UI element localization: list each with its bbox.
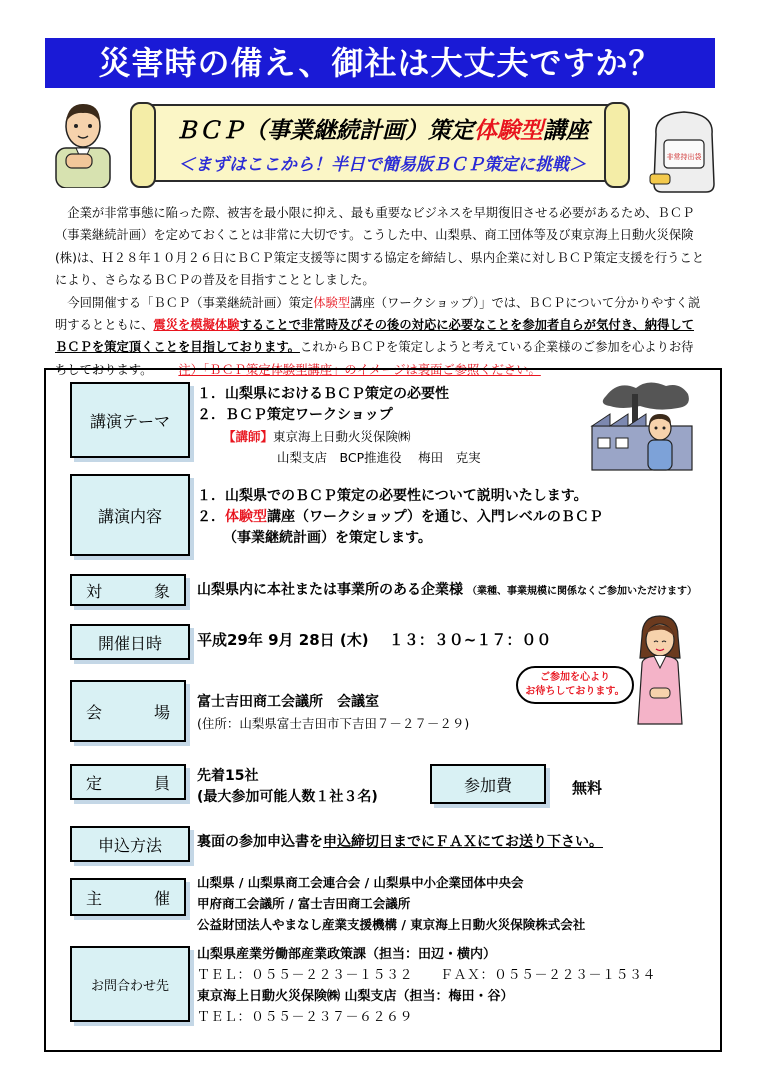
man-illustration-icon — [42, 96, 124, 188]
intro-note: 注）「ＢＣＰ策定体験型講座」のイメージは裏面ご参照ください。 — [178, 362, 541, 377]
headline-banner — [45, 38, 715, 88]
label-datetime: 開催日時 — [70, 624, 190, 660]
venue-text: 富士吉田商工会議所 会議室 (住所：山梨県富士吉田市下吉田７－２７－２９) — [197, 694, 470, 731]
intro-text — [55, 202, 705, 381]
intro-paragraph-2: 今回開催する「ＢＣＰ（事業継続計画）策定体験型講座（ワークショップ）」では、ＢＣＰについて分かりやすく説明するとともに、震災を模擬体験することで非常時及びその後の対応に必要なことを参加者自らが気付き、納得してＢＣＰを策定頂くことを目指しております。これからＢＣＰを策定しようと考えている企業様のご参加を心よりお待ちしております。 注）「ＢＣＰ策定体験型講座」のイメージは裏面ご参照ください。 — [55, 295, 701, 377]
target-text: 山梨県内に本社または事業所のある企業様 （業種、事業規模に関係なくご参加いただけます） — [197, 582, 697, 598]
content-text: １．山梨県でのＢＣＰ策定の必要性について説明いたします。 ２．体験型講座（ワークショップ）を通じ、入門レベルのＢＣＰ （事業継続計画）を策定します。 — [197, 488, 603, 546]
apply-text: 裏面の参加申込書を申込締切日までにＦＡＸにてお送り下さい。 — [197, 834, 603, 850]
label-fee: 参加費 — [430, 764, 546, 804]
scroll-curl-right — [604, 102, 630, 188]
datetime-text: 平成29年 9月 28日 (木) １３：３０~１７：００ — [197, 631, 552, 649]
title-scroll — [130, 98, 630, 188]
fee-value: 無料 — [572, 779, 603, 797]
course-title: ＢＣＰ（事業継続計画）策定体験型講座 — [175, 118, 589, 144]
contact-text: 山梨県産業労働部産業政策課（担当：田辺・横内） ＴＥＬ：０５５－２２３－１５３２ ＦＡＸ：０５５－２２３－１５３４ 東京海上日動火災保険㈱ 山梨支店（担当：梅田・谷） ＴＥＬ：０５５－２３７－６２６９ — [197, 947, 657, 1025]
theme-text: １．山梨県におけるＢＣＰ策定の必要性 ２．ＢＣＰ策定ワークショップ 【講師】東京海上日動火災保険㈱ 山梨支店 BCP推進役 梅田 克実 — [197, 386, 481, 465]
speech-bubble: ご参加を心より お待ちしております。 — [516, 666, 634, 704]
label-target: 対 象 — [70, 574, 186, 606]
intro-paragraph-1: 企業が非常事態に陥った際、被害を最小限に抑え、最も重要なビジネスを早期復旧させる必要があるため、ＢＣＰ（事業継続計画）を定めておくことは非常に大切です。こうした中、山梨県、商工団体等及び東京海上日動火災保険(株)は、Ｈ２８年１０月２６日にＢＣＰ策定支援等に関する協定を締結し、県内企業に対しＢＣＰ策定支援を行うことにより、さらなるＢＣＰの普及を目指すこととしました。 — [55, 206, 705, 288]
label-venue: 会 場 — [70, 680, 186, 742]
label-theme: 講演テーマ — [70, 382, 190, 458]
label-contact: お問合わせ先 — [70, 946, 190, 1022]
label-apply: 申込方法 — [70, 826, 190, 862]
label-capacity: 定 員 — [70, 764, 186, 800]
scroll-body — [144, 104, 620, 182]
scroll-curl-left — [130, 102, 156, 188]
bag-label: 非常持出袋 — [666, 153, 702, 161]
factory-worker-icon — [588, 376, 696, 474]
capacity-text: 先着15社 (最大参加可能人数１社３名) — [197, 768, 378, 805]
label-content: 講演内容 — [70, 474, 190, 556]
emergency-bag-icon — [646, 104, 722, 194]
headline-text: 災害時の備え、御社は大丈夫ですか？ — [98, 44, 662, 82]
course-subtitle: ＜まずはここから！半日で簡易版ＢＣＰ策定に挑戦＞ — [178, 155, 586, 175]
host-text: 山梨県 / 山梨県商工会連合会 / 山梨県中小企業団体中央会 甲府商工会議所 / 富士吉田商工会議所 公益財団法人やまなし産業支援機構 / 東京海上日動火災保険株式会社 — [197, 875, 586, 932]
label-host: 主 催 — [70, 878, 186, 916]
woman-bowing-icon — [628, 612, 692, 730]
